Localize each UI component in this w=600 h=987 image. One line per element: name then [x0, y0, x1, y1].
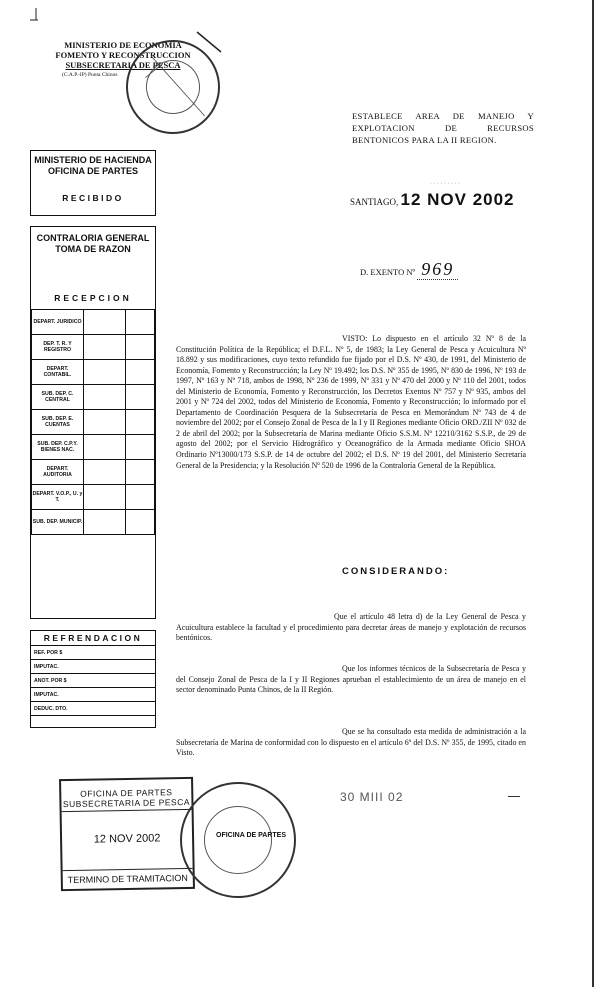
contraloria-status: RECEPCION: [54, 293, 132, 303]
routing-row: [32, 310, 155, 335]
refrendacion-row: [31, 702, 155, 716]
seal-center-text: OFICINA DE PARTES: [216, 832, 287, 839]
stamp-footer: TERMINO DE TRAMITACION: [63, 868, 193, 889]
bottom-official-seal: [180, 782, 296, 898]
routing-row-label: DEP. T. R. Y REGISTRO: [32, 335, 84, 360]
routing-table: [31, 309, 155, 535]
refrendacion-title: REFRENDACION: [31, 631, 155, 646]
handwritten-mark: 30 MIII 02: [340, 790, 404, 804]
routing-row-cell: [83, 360, 125, 385]
refrendacion-row: [31, 674, 155, 688]
oficina-partes-stamp: [59, 777, 195, 891]
routing-row-cell: [125, 410, 154, 435]
routing-row-cell: [83, 335, 125, 360]
refrendacion-row-label: IMPUTAC.: [31, 688, 155, 702]
refrendacion-row-label: DEDUC. DTO.: [31, 702, 155, 716]
routing-row-label: DEPART. CONTABIL.: [32, 360, 84, 385]
hacienda-title: MINISTERIO DE HACIENDA OFICINA DE PARTES: [34, 155, 152, 176]
refrendacion-row: [31, 688, 155, 702]
routing-row-label: SUB. DEP. C.P.Y. BIENES NAC.: [32, 435, 84, 460]
ministry-line-3: SUBSECRETARIA DE PESCA: [65, 60, 181, 70]
routing-row-label: SUB. DEP. C. CENTRAL: [32, 385, 84, 410]
routing-row-label: DEPART. AUDITORIA: [32, 460, 84, 485]
ministry-line-2: FOMENTO Y RECONSTRUCCION: [55, 50, 191, 60]
hacienda-stamp-box: [30, 150, 156, 216]
date-block: [350, 190, 515, 210]
refrendacion-table: [31, 646, 155, 716]
routing-row: [32, 510, 155, 535]
routing-row: [32, 460, 155, 485]
considerando-heading: CONSIDERANDO:: [342, 566, 450, 577]
routing-row-label: SUB. DEP. E. CUENTAS: [32, 410, 84, 435]
contraloria-title: CONTRALORIA GENERAL TOMA DE RAZON: [36, 233, 150, 254]
stamp-line-2: SUBSECRETARIA DE PESCA: [61, 797, 191, 812]
corner-mark: [26, 6, 40, 36]
decree-subject: ESTABLECE AREA DE MANEJO Y EXPLOTACION DE RECURSOS BENTONICOS PARA LA II REGION.: [352, 111, 534, 145]
routing-row: [32, 485, 155, 510]
considerando-paragraph-1: Que el artículo 48 letra d) de la Ley General de Pesca y Acuicultura establece la facultad y el procedimiento para decretar áreas de manejo y explotación de recursos bentónicos.: [176, 612, 526, 643]
routing-row-cell: [83, 435, 125, 460]
contraloria-box: [30, 226, 156, 619]
routing-row: [32, 385, 155, 410]
ministry-reference: (C.A.P.-IP) Punta Chinos: [62, 72, 118, 78]
decree-number-label: D. EXENTO Nº: [360, 267, 416, 277]
routing-row-cell: [83, 310, 125, 335]
routing-row-cell: [125, 435, 154, 460]
routing-row: [32, 335, 155, 360]
decree-date: 12 NOV 2002: [400, 190, 515, 209]
routing-row-cell: [125, 510, 154, 535]
refrendacion-row: [31, 660, 155, 674]
refrendacion-box: [30, 630, 156, 728]
routing-row-cell: [83, 485, 125, 510]
decree-number: 969: [417, 259, 458, 280]
routing-row-label: DEPART. V.O.P., U. y T.: [32, 485, 84, 510]
dash-mark: [508, 796, 520, 797]
ink-mark: [195, 30, 225, 60]
city-label: SANTIAGO,: [350, 197, 399, 207]
hacienda-status: RECIBIDO: [62, 193, 124, 203]
page-edge-line: [592, 0, 594, 987]
ministry-line-1: MINISTERIO DE ECONOMIA: [64, 40, 182, 50]
decree-number-block: [360, 259, 458, 280]
routing-row-cell: [83, 410, 125, 435]
routing-row-cell: [125, 310, 154, 335]
faint-bleed-text: · · · · · · · · ·: [430, 181, 460, 187]
considerando-paragraph-3: Que se ha consultado esta medida de administración a la Subsecretaría de Marina de conformidad con lo dispuesto en el artículo 6º del D.S. Nº 355, de 1995, citado en Visto.: [176, 727, 526, 758]
routing-row-cell: [83, 510, 125, 535]
routing-row-cell: [125, 335, 154, 360]
refrendacion-row-label: ANOT. POR $: [31, 674, 155, 688]
routing-row-cell: [83, 385, 125, 410]
refrendacion-row-label: IMPUTAC.: [31, 660, 155, 674]
routing-row-label: SUB. DEP. MUNICIP.: [32, 510, 84, 535]
visto-paragraph: VISTO: Lo dispuesto en el artículo 32 Nº 8 de la Constitución Política de la República; el D.F.L. Nº 5, de 1983; la Ley General de Pesca y Acuicultura Nº 18.892 y sus modificaciones, cuyo texto refundido fue fijado por el D.S. Nº 430, de 1991, del Ministerio de Economía, Fomento y Reconstrucción; la Ley Nº 19.492; los D.S. Nº 355 de 1995, Nº 830 de 1996, Nº 193 de 1997, Nº 163 y Nº 718, ambos de 1998, Nº 236 de 1999, Nº 331 y Nº 470 del 2000 y Nº 110 del 2001, todos del Ministerio de Economía, Fomento y Reconstrucción, los Decretos Exentos Nº 757 y Nº 935, ambos del 2001 y Nº 724 del 2002, todos del Ministerio de Economía, Fomento y Reconstrucción; lo informado por el Departamento de Coordinación Pesquera de la Subsecretaría de Pesca en Memorándum Nº 743 de 4 de noviembre del 2002; por el Consejo Zonal de Pesca de la I y II Regiones mediante Oficio ORD./ZII Nº 032 de 2 de abril del 2002; por la Subsecretaría de Marina mediante Oficio S.S.M. Nº 12210/3162 S.S.P., de 29 de agosto del 2002; por el Servicio Hidrográfico y Oceanográfico de la Armada mediante Oficio SHOA Ordinario Nº13000/173 S.S.P. de 14 de octubre del 2002; el D.S. Nº 19 del 2001, del Ministerio Secretaría General de la Presidencia; y la Resolución Nº 520 de 1996 de la Contraloría General de la República.: [176, 334, 526, 470]
routing-row-cell: [125, 385, 154, 410]
routing-row-cell: [83, 460, 125, 485]
routing-row-label: DEPART. JURIDICO: [32, 310, 84, 335]
stamp-line-1: OFICINA DE PARTES: [80, 787, 173, 799]
refrendacion-row: [31, 646, 155, 660]
stamp-date: 12 NOV 2002: [93, 832, 161, 846]
routing-row-cell: [125, 360, 154, 385]
refrendacion-row-label: REF. POR $: [31, 646, 155, 660]
routing-row: [32, 435, 155, 460]
routing-row-cell: [125, 460, 154, 485]
considerando-paragraph-2: Que los informes técnicos de la Subsecretaría de Pesca y del Consejo Zonal de Pesca de la I y II Regiones aprueban el establecimiento de un área de manejo en el sector denominado Punta Chinos, de la II Región.: [176, 664, 526, 695]
routing-row: [32, 410, 155, 435]
routing-row-cell: [125, 485, 154, 510]
routing-row: [32, 360, 155, 385]
